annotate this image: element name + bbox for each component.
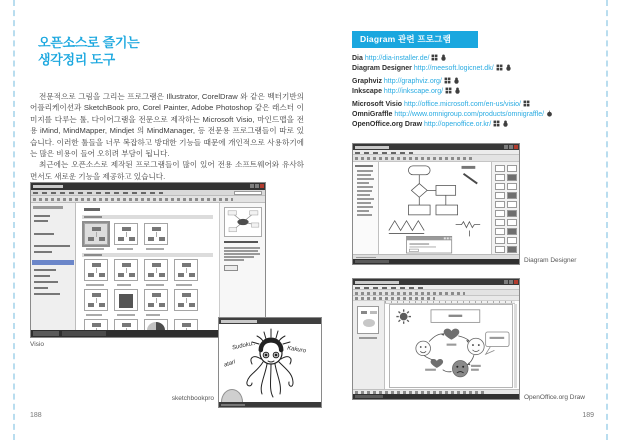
right-crop-line (606, 0, 608, 440)
close-icon (514, 280, 518, 284)
body-paragraph-2: 최근에는 오픈소스로 제작된 프로그램들이 많이 있어 전용 소프트웨어와 유사하면서도 새로운 기능을 제공하고 있습니다. (30, 160, 304, 181)
sketch-word-sudoku: Sudoku.. (231, 340, 257, 352)
visio-template-card (144, 289, 168, 311)
visio-template-card (174, 259, 198, 281)
program-url-link[interactable]: http://office.microsoft.com/en-us/visio/ (404, 101, 521, 108)
diagram-designer-screenshot (352, 143, 520, 265)
program-name: Graphviz (352, 78, 382, 85)
visio-caption: Visio (30, 341, 44, 348)
sketchbook-caption: sketchbookpro (171, 395, 214, 402)
dd-shape-palette (491, 162, 519, 254)
page-title (38, 34, 139, 68)
oo-scrollbar (514, 304, 517, 388)
body-text (30, 91, 304, 182)
program-item (352, 120, 602, 130)
page-title-line2: 생각정리 도구 (38, 52, 115, 67)
program-item (352, 110, 602, 120)
sketchbook-bottom-bar (219, 402, 321, 407)
program-url-link[interactable]: http://dia-installer.de/ (364, 55, 430, 62)
windows-icon (493, 120, 500, 127)
linux-icon (440, 54, 447, 61)
program-name: Diagram Designer (352, 65, 412, 72)
left-crop-line (13, 0, 15, 440)
page-title-line1: 오픈소스로 즐기는 (38, 35, 140, 50)
visio-create-button (224, 265, 238, 271)
apple-icon (546, 110, 553, 117)
visio-toolbar (31, 196, 265, 203)
windows-icon (431, 54, 438, 61)
body-paragraph-1: 전문적으로 그림을 그리는 프로그램은 Illustrator, CorelDraw 와 같은 벡터기반의 어플리케이션과 SketchBook pro, Corel Painter, Adobe Photoshop 같은 래스터 이미지를 다루는 툴, 다이어그램을 전문으로 제작하는 Microsoft Visio, 마인드맵을 전용 iMind, MindMapper, Mindjet 의 MindManager, 등 전문용 프로그램들이 따로 있습니다. 이러한 툴들을 너무 복잡하고 방대한 기능들 때문에 개인적으로 사용하기에는 많은 비용이 들어 오히려 부담이 됩니다. (30, 92, 304, 159)
program-url-link[interactable]: http://inkscape.org/ (383, 88, 444, 95)
dd-toolbar (353, 155, 519, 162)
oo-canvas (389, 304, 513, 388)
page-number-left: 188 (30, 412, 42, 419)
oo-diagram-graphic (390, 305, 512, 387)
page-number-right: 189 (582, 412, 594, 419)
oodraw-caption: OpenOffice.org Draw (524, 394, 585, 401)
visio-section-bar-1 (82, 215, 213, 219)
visio-category-panel (31, 203, 76, 330)
section-header: Diagram 관련 프로그램 (352, 31, 478, 48)
visio-template-card (174, 319, 198, 330)
program-url-link[interactable]: http://graphviz.org/ (383, 78, 442, 85)
dd-canvas (379, 162, 491, 254)
program-name: OmniGraffle (352, 111, 393, 118)
mindmap-preview-graphic (225, 208, 261, 236)
oodraw-screenshot (352, 278, 520, 400)
linux-icon (505, 64, 512, 71)
visio-template-card (84, 319, 108, 330)
program-item (352, 64, 602, 74)
diagram-designer-caption: Diagram Designer (524, 257, 577, 264)
linux-icon (454, 87, 461, 94)
windows-icon (445, 87, 452, 94)
program-name: OpenOffice.org Draw (352, 121, 423, 128)
visio-section-bar-2 (82, 253, 213, 257)
program-url-link[interactable]: http://openoffice.or.kr/ (423, 121, 492, 128)
visio-selected-category (32, 260, 74, 265)
sketch-word-atari: atari (223, 359, 237, 369)
program-item (352, 77, 602, 87)
visio-screenshot (30, 182, 266, 338)
dd-flowchart-graphic (379, 162, 491, 254)
oo-pages-panel (353, 301, 385, 389)
dd-object-tree (353, 162, 379, 254)
close-icon (514, 145, 518, 149)
close-icon (260, 184, 264, 188)
visio-template-card (84, 223, 108, 245)
visio-template-card (174, 289, 198, 311)
visio-template-preview (224, 207, 262, 237)
visio-search-box (234, 191, 262, 195)
program-name: Dia (352, 55, 363, 62)
linux-icon (502, 120, 509, 127)
visio-template-card-pie (144, 319, 168, 330)
oo-status-bar (353, 394, 519, 399)
visio-template-card (144, 223, 168, 245)
sketch-word-kakuro: Kakuro (286, 345, 307, 355)
program-name: Microsoft Visio (352, 101, 403, 108)
visio-template-card (114, 319, 138, 330)
sketchbook-screenshot (218, 317, 322, 408)
visio-template-gallery (76, 203, 219, 330)
program-item (352, 100, 602, 110)
program-name: Inkscape (352, 88, 382, 95)
visio-template-card (84, 289, 108, 311)
visio-template-card (84, 259, 108, 281)
window-buttons (250, 184, 264, 188)
visio-preview-panel (219, 203, 265, 330)
program-url-link[interactable]: http://www.omnigroup.com/products/omnigraffle/ (394, 111, 545, 118)
visio-template-card (114, 259, 138, 281)
visio-title-bar (31, 183, 265, 190)
windows-icon (496, 64, 503, 71)
windows-icon (523, 100, 530, 107)
program-item (352, 87, 602, 97)
visio-template-card (114, 289, 138, 311)
linux-icon (453, 77, 460, 84)
windows-icon (444, 77, 451, 84)
visio-title-text-bar (33, 185, 63, 188)
program-url-link[interactable]: http://meesoft.logicnet.dk/ (413, 65, 494, 72)
visio-template-card (144, 259, 168, 281)
dd-taskbar (353, 259, 519, 264)
oo-page-thumbnail (357, 306, 379, 334)
program-list (352, 54, 602, 130)
program-item (352, 54, 602, 64)
visio-template-card (114, 223, 138, 245)
